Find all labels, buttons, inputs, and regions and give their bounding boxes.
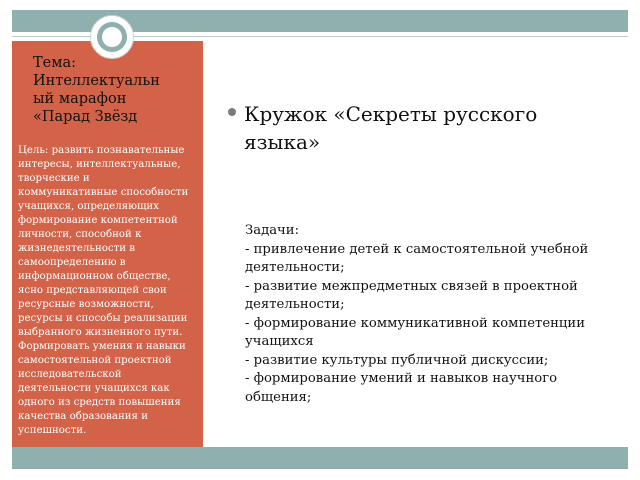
- task-item: - формирование коммуникативной компетенции учащихся: [245, 315, 585, 349]
- club-heading: Кружок «Секреты русского языка»: [244, 102, 538, 154]
- club-heading-row: [228, 100, 618, 156]
- task-item: - привлечение детей к самостоятельной учебной деятельности;: [245, 241, 589, 275]
- topic-title: Тема: Интеллектуальн ый марафон «Парад Звёзд: [33, 55, 160, 125]
- goal-text: Цель: развить познавательные интересы, интеллектуальные, творческие и коммуникативные способности учащихся, определяющих формирование компетентной личности, способной к жизнедеятельности в самоопределению в информационном обществе, ясно представляющей свои ресурсные возможности, ресурсы и способы реализации выбранного жизненного пути. Формировать умения и навыки самостоятельной проектной исследовательской деятельности учащихся как одного из средств повышения качества образования и успешности.: [18, 145, 189, 436]
- task-item: - формирование умений и навыков научного общения;: [245, 371, 558, 405]
- task-item: - развитие межпредметных связей в проектной деятельности;: [245, 278, 578, 312]
- task-item: - развитие культуры публичной дискуссии;: [245, 352, 549, 368]
- bullet-dot-icon: [228, 108, 236, 116]
- tasks-label: Задачи:: [245, 223, 300, 238]
- bottom-decorative-band: [12, 447, 628, 469]
- circle-ornament-inner-icon: [97, 22, 127, 52]
- tasks-block: [245, 222, 625, 407]
